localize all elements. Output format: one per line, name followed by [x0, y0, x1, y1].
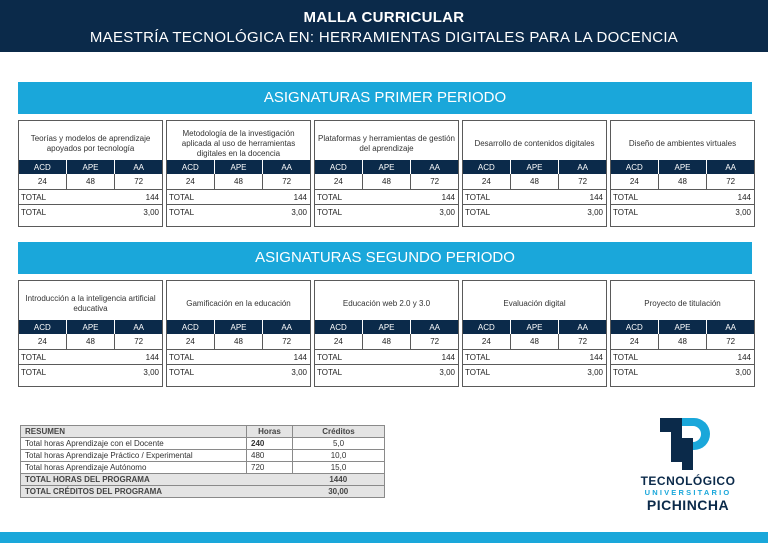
course-total-hours-row	[463, 190, 606, 205]
course-header-row	[463, 320, 606, 334]
course-aa-value: 72	[115, 334, 162, 350]
course-total-label: TOTAL	[317, 367, 343, 377]
col-header-aa: AA	[707, 160, 754, 174]
course-aa-value: 72	[411, 174, 458, 190]
course-total-credits-row	[463, 205, 606, 220]
course-card	[610, 280, 755, 387]
course-header-row	[167, 320, 310, 334]
course-hours-table	[463, 320, 606, 379]
summary-row-hours: 240	[247, 438, 293, 450]
summary-total-credits-spacer	[247, 486, 293, 498]
course-ape-value: 48	[66, 334, 115, 350]
summary-header-credits: Créditos	[293, 426, 385, 438]
col-header-ape: APE	[214, 320, 263, 334]
course-card	[462, 280, 607, 387]
period1-banner: ASIGNATURAS PRIMER PERIODO	[18, 82, 752, 114]
course-title	[465, 127, 604, 161]
course-aa-value: 72	[559, 334, 606, 350]
course-total-credits: 3,00	[439, 207, 455, 217]
course-total-credits-row	[611, 365, 754, 380]
course-acd-value: 24	[611, 174, 658, 190]
course-values-row	[315, 334, 458, 350]
course-title	[21, 287, 160, 321]
course-values-row	[19, 174, 162, 190]
course-hours-table	[19, 160, 162, 219]
course-card	[166, 280, 311, 387]
course-total-hours-row	[167, 350, 310, 365]
col-header-ape: APE	[66, 320, 115, 334]
course-total-label: TOTAL	[463, 350, 559, 365]
course-title	[169, 127, 308, 161]
course-header-row	[19, 160, 162, 174]
summary-header-row	[21, 426, 385, 438]
course-card	[18, 120, 163, 227]
course-ape-value: 48	[214, 174, 263, 190]
summary-header-label: RESUMEN	[21, 426, 247, 438]
page-header	[0, 0, 768, 52]
course-aa-value: 72	[707, 334, 754, 350]
summary-row	[21, 462, 385, 474]
course-values-row	[611, 334, 754, 350]
summary-total-hours-label: TOTAL HORAS DEL PROGRAMA	[21, 474, 247, 486]
course-total-label: TOTAL	[167, 350, 263, 365]
col-header-acd: ACD	[19, 160, 66, 174]
summary-row-hours: 720	[247, 462, 293, 474]
course-hours-table	[19, 320, 162, 379]
col-header-acd: ACD	[463, 160, 510, 174]
course-values-row	[611, 174, 754, 190]
course-ape-value: 48	[362, 174, 411, 190]
course-total-hours: 144	[707, 350, 754, 365]
course-name: Evaluación digital	[503, 299, 566, 308]
course-total-hours: 144	[411, 190, 458, 205]
course-total-hours: 144	[115, 190, 162, 205]
course-card	[462, 120, 607, 227]
col-header-ape: APE	[658, 160, 707, 174]
course-total-hours-row	[315, 190, 458, 205]
course-name: Metodología de la investigación aplicada al uso de herramientas digitales en la docencia	[181, 129, 296, 158]
course-acd-value: 24	[167, 334, 214, 350]
summary-total-hours-row	[21, 474, 385, 486]
summary-row-credits: 5,0	[293, 438, 385, 450]
course-acd-value: 24	[315, 174, 362, 190]
summary-row-credits: 15,0	[293, 462, 385, 474]
summary-table	[20, 425, 385, 498]
course-header-row	[315, 320, 458, 334]
logo-line3: PICHINCHA	[646, 497, 730, 513]
course-aa-value: 72	[411, 334, 458, 350]
col-header-acd: ACD	[167, 320, 214, 334]
course-total-hours: 144	[411, 350, 458, 365]
course-total-label: TOTAL	[463, 190, 559, 205]
course-name: Teorías y modelos de aprendizaje apoyados por tecnología	[30, 134, 151, 153]
course-hours-table	[315, 160, 458, 219]
course-total-credits: 3,00	[587, 367, 603, 377]
summary-total-credits-value: 30,00	[293, 486, 385, 498]
course-hours-table	[611, 160, 754, 219]
course-total-credits-row	[611, 205, 754, 220]
course-name: Desarrollo de contenidos digitales	[474, 139, 595, 148]
tp-logo-icon	[660, 418, 716, 470]
course-aa-value: 72	[115, 174, 162, 190]
course-name: Educación web 2.0 y 3.0	[342, 299, 431, 308]
col-header-acd: ACD	[315, 160, 362, 174]
course-name: Proyecto de titulación	[644, 299, 721, 308]
col-header-ape: APE	[214, 160, 263, 174]
course-acd-value: 24	[611, 334, 658, 350]
summary-row-label: Total horas Aprendizaje con el Docente	[21, 438, 247, 450]
course-ape-value: 48	[362, 334, 411, 350]
course-acd-value: 24	[19, 334, 66, 350]
course-total-label: TOTAL	[169, 367, 195, 377]
summary-row	[21, 450, 385, 462]
course-total-label: TOTAL	[169, 207, 195, 217]
course-total-label: TOTAL	[613, 207, 639, 217]
course-ape-value: 48	[214, 334, 263, 350]
summary-row-label: Total horas Aprendizaje Práctico / Experimental	[21, 450, 247, 462]
course-total-hours: 144	[263, 350, 310, 365]
course-total-hours: 144	[263, 190, 310, 205]
course-aa-value: 72	[707, 174, 754, 190]
course-name: Diseño de ambientes virtuales	[628, 139, 737, 148]
course-name: Introducción a la inteligencia artificial educativa	[25, 294, 156, 313]
col-header-aa: AA	[263, 320, 310, 334]
logo-line1: TECNOLÓGICO	[640, 474, 736, 488]
course-card	[18, 280, 163, 387]
course-acd-value: 24	[19, 174, 66, 190]
course-ape-value: 48	[66, 174, 115, 190]
course-ape-value: 48	[658, 174, 707, 190]
course-values-row	[463, 334, 606, 350]
course-card	[314, 280, 459, 387]
col-header-ape: APE	[66, 160, 115, 174]
course-total-label: TOTAL	[613, 367, 639, 377]
course-header-row	[315, 160, 458, 174]
course-total-hours-row	[611, 350, 754, 365]
logo-line2: UNIVERSITARIO	[644, 488, 732, 497]
course-hours-table	[315, 320, 458, 379]
course-header-row	[611, 160, 754, 174]
col-header-ape: APE	[658, 320, 707, 334]
course-acd-value: 24	[315, 334, 362, 350]
course-title	[169, 287, 308, 321]
col-header-aa: AA	[707, 320, 754, 334]
summary-row-hours: 480	[247, 450, 293, 462]
course-title	[613, 287, 752, 321]
course-total-credits: 3,00	[143, 367, 159, 377]
course-total-credits: 3,00	[587, 207, 603, 217]
course-total-hours: 144	[115, 350, 162, 365]
course-values-row	[463, 174, 606, 190]
course-total-label: TOTAL	[317, 207, 343, 217]
course-aa-value: 72	[559, 174, 606, 190]
col-header-aa: AA	[559, 160, 606, 174]
course-title	[613, 127, 752, 161]
course-values-row	[167, 334, 310, 350]
summary-total-hours-value: 1440	[293, 474, 385, 486]
page-subtitle: MAESTRÍA TECNOLÓGICA EN: HERRAMIENTAS DIGITALES PARA LA DOCENCIA	[89, 29, 679, 46]
col-header-ape: APE	[362, 160, 411, 174]
course-header-row	[463, 160, 606, 174]
course-aa-value: 72	[263, 174, 310, 190]
course-card	[314, 120, 459, 227]
course-total-credits: 3,00	[291, 367, 307, 377]
summary-total-hours-spacer	[247, 474, 293, 486]
course-total-label: TOTAL	[167, 190, 263, 205]
course-aa-value: 72	[263, 334, 310, 350]
course-total-credits-row	[315, 205, 458, 220]
col-header-acd: ACD	[611, 320, 658, 334]
course-title	[21, 127, 160, 161]
course-hours-table	[611, 320, 754, 379]
col-header-ape: APE	[362, 320, 411, 334]
course-total-label: TOTAL	[465, 207, 491, 217]
col-header-acd: ACD	[167, 160, 214, 174]
course-values-row	[315, 174, 458, 190]
course-title	[317, 287, 456, 321]
course-total-label: TOTAL	[21, 207, 47, 217]
course-total-label: TOTAL	[315, 350, 411, 365]
course-ape-value: 48	[510, 174, 559, 190]
course-total-label: TOTAL	[19, 190, 115, 205]
course-acd-value: 24	[463, 174, 510, 190]
course-hours-table	[167, 320, 310, 379]
course-total-hours: 144	[559, 190, 606, 205]
col-header-ape: APE	[510, 160, 559, 174]
course-total-label: TOTAL	[19, 350, 115, 365]
col-header-aa: AA	[263, 160, 310, 174]
course-total-credits-row	[19, 205, 162, 220]
course-hours-table	[167, 160, 310, 219]
course-hours-table	[463, 160, 606, 219]
course-total-label: TOTAL	[315, 190, 411, 205]
col-header-acd: ACD	[463, 320, 510, 334]
period2-banner: ASIGNATURAS SEGUNDO PERIODO	[18, 242, 752, 274]
course-total-credits: 3,00	[735, 207, 751, 217]
col-header-ape: APE	[510, 320, 559, 334]
course-acd-value: 24	[167, 174, 214, 190]
course-total-hours: 144	[559, 350, 606, 365]
course-total-hours-row	[19, 350, 162, 365]
course-acd-value: 24	[463, 334, 510, 350]
page-title: MALLA CURRICULAR	[303, 9, 465, 26]
course-total-hours-row	[463, 350, 606, 365]
course-total-hours-row	[315, 350, 458, 365]
course-header-row	[19, 320, 162, 334]
col-header-acd: ACD	[315, 320, 362, 334]
col-header-aa: AA	[411, 160, 458, 174]
col-header-aa: AA	[115, 160, 162, 174]
course-total-credits-row	[463, 365, 606, 380]
col-header-acd: ACD	[19, 320, 66, 334]
course-ape-value: 48	[510, 334, 559, 350]
course-total-label: TOTAL	[611, 350, 707, 365]
course-total-credits-row	[167, 365, 310, 380]
summary-total-credits-row	[21, 486, 385, 498]
summary-header-hours: Horas	[247, 426, 293, 438]
course-total-hours-row	[19, 190, 162, 205]
col-header-acd: ACD	[611, 160, 658, 174]
col-header-aa: AA	[559, 320, 606, 334]
summary-row	[21, 438, 385, 450]
course-total-credits-row	[19, 365, 162, 380]
course-total-credits: 3,00	[439, 367, 455, 377]
col-header-aa: AA	[411, 320, 458, 334]
course-total-label: TOTAL	[611, 190, 707, 205]
course-header-row	[611, 320, 754, 334]
course-header-row	[167, 160, 310, 174]
course-values-row	[167, 174, 310, 190]
course-title	[465, 287, 604, 321]
footer-bar	[0, 532, 768, 543]
col-header-aa: AA	[115, 320, 162, 334]
course-card	[166, 120, 311, 227]
course-total-credits: 3,00	[291, 207, 307, 217]
course-ape-value: 48	[658, 334, 707, 350]
summary-row-credits: 10,0	[293, 450, 385, 462]
summary-row-label: Total horas Aprendizaje Autónomo	[21, 462, 247, 474]
course-total-credits: 3,00	[143, 207, 159, 217]
course-total-label: TOTAL	[465, 367, 491, 377]
course-total-hours: 144	[707, 190, 754, 205]
course-total-credits-row	[315, 365, 458, 380]
course-total-credits: 3,00	[735, 367, 751, 377]
course-total-label: TOTAL	[21, 367, 47, 377]
course-name: Plataformas y herramientas de gestión del aprendizaje	[318, 134, 455, 153]
course-total-hours-row	[167, 190, 310, 205]
institution-logo	[632, 418, 744, 518]
course-values-row	[19, 334, 162, 350]
course-card	[610, 120, 755, 227]
course-title	[317, 127, 456, 161]
course-name: Gamificación en la educación	[186, 299, 291, 308]
summary-total-credits-label: TOTAL CRÉDITOS DEL PROGRAMA	[21, 486, 247, 498]
course-total-credits-row	[167, 205, 310, 220]
course-total-hours-row	[611, 190, 754, 205]
